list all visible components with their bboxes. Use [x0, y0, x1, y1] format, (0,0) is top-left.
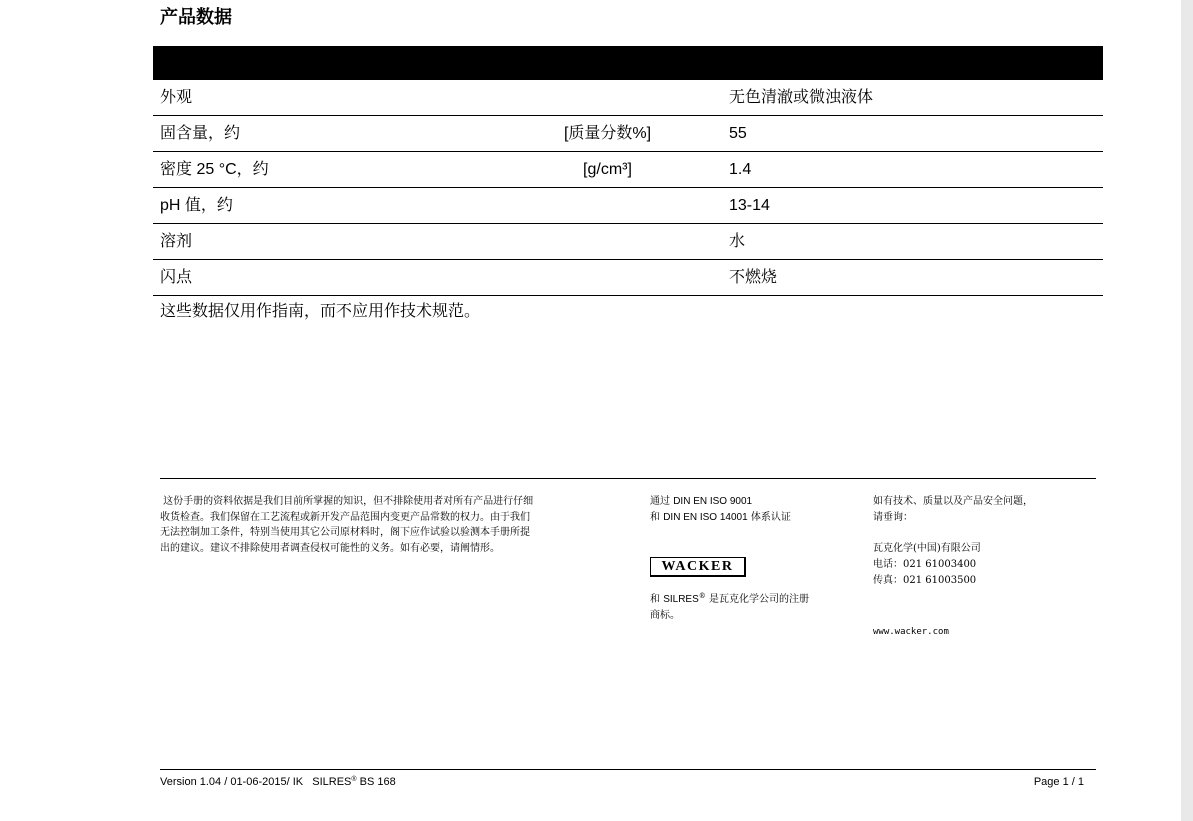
footer-divider	[160, 478, 1096, 479]
trademark-line: 和 SILRES® 是瓦克化学公司的注册	[650, 592, 809, 605]
page-number: Page 1 / 1	[1033, 776, 1084, 788]
table-row	[153, 152, 1103, 188]
fax-number: 传真：021 61003500	[873, 575, 977, 586]
property-value: 55	[729, 124, 747, 142]
scrollbar-track[interactable]	[1181, 0, 1193, 821]
contact-line: 如有技术、质量以及产品安全问题，	[873, 496, 1033, 507]
property-value: 水	[729, 232, 746, 250]
disclaimer-text	[160, 494, 630, 556]
table-row	[153, 80, 1103, 116]
disclaimer-line: 这份手册的资料依据是我们目前所掌握的知识，但不排除使用者对所有产品进行仔细	[160, 496, 534, 507]
property-label: 外观	[160, 88, 193, 106]
table-row	[153, 116, 1103, 152]
contact-inquiry	[873, 494, 1103, 526]
table-row	[153, 224, 1103, 260]
disclaimer-line: 出的建议。建议不排除使用者调查侵权可能性的义务。如有必要，请阐情形。	[160, 542, 500, 554]
property-label: 溶剂	[160, 232, 193, 250]
property-unit: [g/cm³]	[583, 160, 632, 178]
website-link[interactable]: www.wacker.com	[873, 627, 949, 637]
property-label: 密度 25 °C，约	[160, 160, 269, 178]
disclaimer-line: 收货检查。我们保留在工艺流程或新开发产品范围内变更产品常数的权力。由于我们	[160, 511, 530, 523]
property-value: 不燃烧	[729, 268, 778, 286]
product-data-table	[153, 80, 1103, 296]
registered-mark: ®	[351, 776, 357, 783]
phone-number: 电话：021 61003400	[873, 559, 977, 570]
registered-mark: ®	[698, 592, 706, 600]
table-row	[153, 260, 1103, 296]
section-title: 产品数据	[160, 7, 232, 28]
table-row	[153, 188, 1103, 224]
trademark-text	[650, 592, 860, 624]
certification-line: 通过 DIN EN ISO 9001	[650, 496, 753, 507]
contact-line: 请垂询：	[873, 512, 913, 523]
table-header-bar	[153, 46, 1103, 80]
property-unit: [质量分数%]	[563, 124, 652, 142]
company-name: 瓦克化学(中国)有限公司	[873, 543, 981, 554]
property-label: pH 值，约	[160, 196, 233, 214]
property-label: 闪点	[160, 268, 193, 286]
property-label: 固含量，约	[160, 124, 241, 142]
page-footer-divider	[160, 769, 1096, 770]
certification-text	[650, 494, 860, 526]
contact-details	[873, 541, 1103, 589]
trademark-line: 商标。	[650, 610, 680, 621]
property-value: 13-14	[729, 196, 770, 214]
table-note: 这些数据仅用作指南，而不应用作技术规范。	[160, 301, 481, 320]
certification-line: 和 DIN EN ISO 14001 体系认证	[650, 512, 791, 523]
property-value: 无色清澈或微浊液体	[729, 88, 874, 106]
property-value: 1.4	[729, 160, 752, 178]
disclaimer-line: 无法控制加工条件，特别当使用其它公司原材料时，阁下应作试验以验测本手册所提	[160, 527, 530, 538]
wacker-logo: WACKER	[650, 557, 746, 577]
version-info: Version 1.04 / 01-06-2015/ IK SILRES® BS 168	[160, 776, 396, 788]
